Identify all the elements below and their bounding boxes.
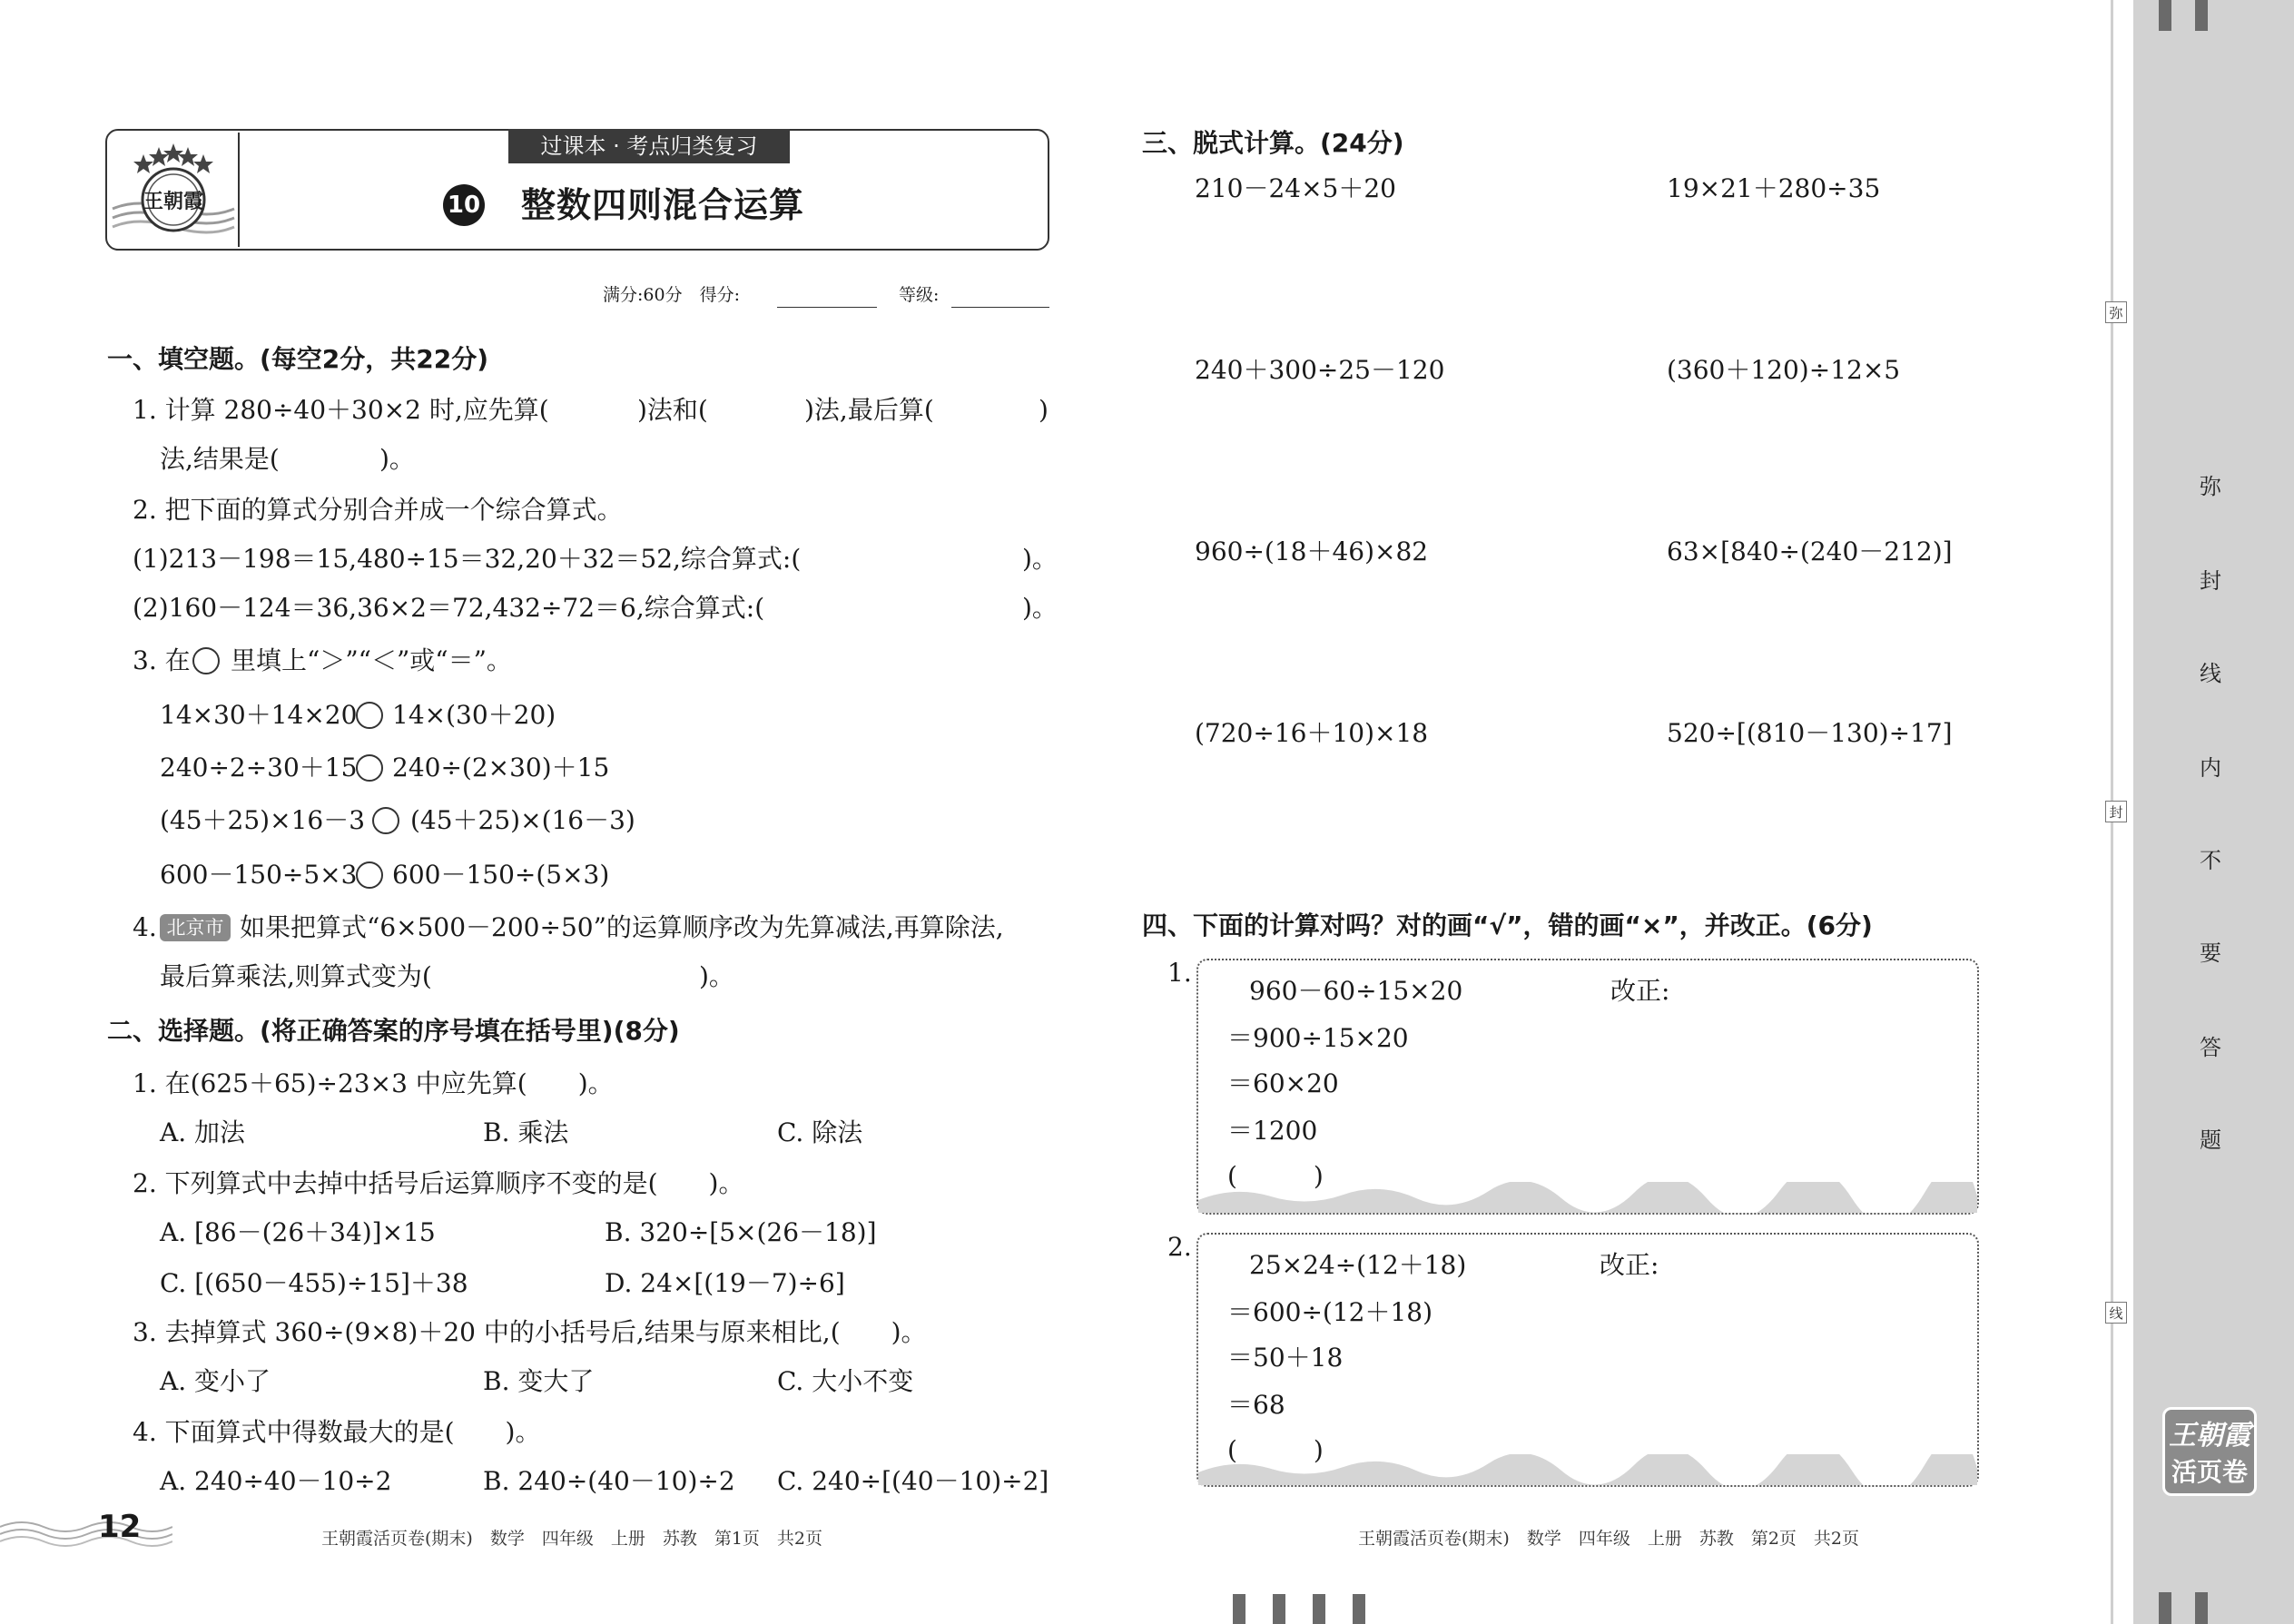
compare-left: (45＋25)×16－3 bbox=[160, 805, 366, 835]
s2-q2: 2. 下列算式中去掉中括号后运算顺序不变的是( )。 bbox=[133, 1168, 744, 1198]
compare-right: (45＋25)×(16－3) bbox=[410, 805, 635, 835]
binding-bar bbox=[1233, 1594, 1245, 1624]
s1-q4-line1: 如果把算式“6×500－200÷50”的运算顺序改为先算减法,再算除法, bbox=[240, 912, 1004, 942]
binding-bar bbox=[2195, 0, 2208, 31]
s2-q4-opt-a: A. 240÷40－10÷2 bbox=[160, 1466, 392, 1496]
title-tab-text: 过课本 · 考点归类复习 bbox=[540, 133, 758, 159]
s1-q1-line2-a: 法,结果是( bbox=[160, 444, 280, 474]
calc-expression: (360＋120)÷12×5 bbox=[1667, 355, 1901, 385]
brand-line-1: 王朝霞 bbox=[2169, 1420, 2250, 1452]
grade-label: 等级: bbox=[899, 285, 940, 305]
compare-right: 240÷(2×30)＋15 bbox=[392, 753, 610, 782]
s1-q2-title: 2. 把下面的算式分别合并成一个综合算式。 bbox=[133, 495, 623, 525]
check-step: ＝60×20 bbox=[1227, 1068, 1339, 1098]
judgement-parentheses[interactable]: ( ) bbox=[1227, 1435, 1324, 1465]
footer-right: 王朝霞活页卷(期末) 数学 四年级 上册 苏教 第2页 共2页 bbox=[1358, 1529, 1860, 1549]
s1-q1-part-b: )法和( bbox=[637, 395, 708, 425]
strip-char: 要 bbox=[2200, 940, 2221, 966]
binding-bar bbox=[2195, 1592, 2208, 1624]
compare-circle[interactable] bbox=[356, 861, 383, 889]
strip-char: 弥 bbox=[2200, 474, 2221, 499]
s2-q1-opt-a: A. 加法 bbox=[160, 1117, 246, 1147]
check-step: 25×24÷(12＋18) bbox=[1249, 1250, 1467, 1280]
check-step: ＝600÷(12＋18) bbox=[1227, 1297, 1433, 1327]
s1-q3-title-b: 里填上“＞”“＜”或“＝”。 bbox=[231, 645, 512, 675]
compare-left: 240÷2÷30＋15 bbox=[160, 753, 358, 782]
check-step: ＝68 bbox=[1227, 1390, 1285, 1420]
lesson-number: 10 bbox=[443, 184, 485, 226]
s1-q1-part-d: ) bbox=[1039, 395, 1049, 425]
s2-q2-opt-c: C. [(650－455)÷15]＋38 bbox=[160, 1268, 468, 1298]
calc-expression: 19×21＋280÷35 bbox=[1667, 173, 1881, 203]
s2-q2-opt-d: D. 24×[(19－7)÷6] bbox=[605, 1268, 845, 1298]
s2-q1: 1. 在(625＋65)÷23×3 中应先算( )。 bbox=[133, 1068, 614, 1098]
cut-mark: 线 bbox=[2105, 1302, 2127, 1324]
calc-expression: 960÷(18＋46)×82 bbox=[1195, 536, 1429, 566]
strip-char: 封 bbox=[2200, 568, 2221, 594]
s2-q2-opt-b: B. 320÷[5×(26－18)] bbox=[605, 1217, 877, 1247]
section3-title: 三、脱式计算。(24分) bbox=[1142, 128, 1404, 158]
calc-expression: 520÷[(810－130)÷17] bbox=[1667, 718, 1953, 748]
check-item-number: 1. bbox=[1167, 958, 1192, 988]
check-step: ＝1200 bbox=[1227, 1116, 1318, 1146]
brand-logo-icon bbox=[111, 134, 236, 245]
s2-q4-opt-b: B. 240÷(40－10)÷2 bbox=[483, 1466, 735, 1496]
compare-right: 14×(30＋20) bbox=[392, 700, 556, 730]
calc-expression: (720÷16＋10)×18 bbox=[1195, 718, 1429, 748]
s2-q3-opt-a: A. 变小了 bbox=[160, 1366, 271, 1396]
cut-mark: 弥 bbox=[2105, 301, 2127, 323]
s2-q1-opt-b: B. 乘法 bbox=[483, 1117, 569, 1147]
s1-q2-2-end: )。 bbox=[1022, 593, 1058, 623]
s2-q3-opt-b: B. 变大了 bbox=[483, 1366, 595, 1396]
binding-strip bbox=[2133, 0, 2294, 1624]
score-info: 满分:60分 得分: bbox=[603, 285, 740, 305]
s1-q4-line2-b: )。 bbox=[699, 961, 734, 991]
strip-char: 题 bbox=[2200, 1127, 2221, 1153]
s2-q4-opt-c: C. 240÷[(40－10)÷2] bbox=[777, 1466, 1049, 1496]
footer-left: 王朝霞活页卷(期末) 数学 四年级 上册 苏教 第1页 共2页 bbox=[321, 1529, 823, 1549]
binding-bar bbox=[2159, 0, 2171, 31]
compare-left: 600－150÷5×3 bbox=[160, 860, 358, 890]
score-blank[interactable] bbox=[777, 307, 877, 308]
compare-circle[interactable] bbox=[356, 702, 383, 729]
s1-q4-num: 4. bbox=[133, 912, 157, 942]
binding-bar bbox=[1353, 1594, 1365, 1624]
s1-q3-title-a: 3. 在 bbox=[133, 645, 191, 675]
check-step: ＝900÷15×20 bbox=[1227, 1023, 1409, 1053]
strip-char: 答 bbox=[2200, 1035, 2221, 1060]
s1-q4-line2-a: 最后算乘法,则算式变为( bbox=[160, 961, 432, 991]
s2-q1-opt-c: C. 除法 bbox=[777, 1117, 863, 1147]
strip-char: 不 bbox=[2200, 848, 2221, 873]
grade-blank[interactable] bbox=[951, 307, 1049, 308]
binding-bar bbox=[1273, 1594, 1285, 1624]
s1-q1-part-a: 1. 计算 280÷40＋30×2 时,应先算( bbox=[133, 395, 549, 425]
compare-circle-example bbox=[192, 647, 220, 674]
lesson-title: 整数四则混合运算 bbox=[521, 185, 805, 225]
cut-mark: 封 bbox=[2105, 801, 2127, 822]
section1-title: 一、填空题。(每空2分，共22分) bbox=[107, 344, 489, 374]
compare-right: 600－150÷(5×3) bbox=[392, 860, 610, 890]
region-tag: 北京市 bbox=[160, 914, 231, 941]
s2-q4: 4. 下面算式中得数最大的是( )。 bbox=[133, 1417, 541, 1447]
check-step: 960－60÷15×20 bbox=[1249, 976, 1463, 1006]
s1-q1-part-c: )法,最后算( bbox=[804, 395, 934, 425]
calc-expression: 210－24×5＋20 bbox=[1195, 173, 1396, 203]
strip-char: 线 bbox=[2200, 661, 2221, 686]
s1-q1-line2-b: )。 bbox=[379, 444, 415, 474]
compare-circle[interactable] bbox=[356, 754, 383, 782]
compare-left: 14×30＋14×20 bbox=[160, 700, 358, 730]
s2-q3-opt-c: C. 大小不变 bbox=[777, 1366, 914, 1396]
correction-label: 改正: bbox=[1610, 976, 1670, 1006]
strip-char: 内 bbox=[2200, 755, 2221, 781]
calc-expression: 240＋300÷25－120 bbox=[1195, 355, 1445, 385]
logo-text: 王朝霞 bbox=[143, 190, 204, 213]
binding-bar bbox=[1313, 1594, 1325, 1624]
s2-q3: 3. 去掉算式 360÷(9×8)＋20 中的小括号后,结果与原来相比,( )。 bbox=[133, 1317, 927, 1347]
page-number: 12 bbox=[98, 1509, 142, 1545]
wave-decoration-icon bbox=[0, 1518, 172, 1554]
s1-q2-1: (1)213－198＝15,480÷15＝32,20＋32＝52,综合算式:( bbox=[133, 544, 802, 574]
calc-expression: 63×[840÷(240－212)] bbox=[1667, 536, 1953, 566]
check-item-number: 2. bbox=[1167, 1232, 1192, 1262]
compare-circle[interactable] bbox=[372, 807, 399, 834]
logo-divider bbox=[238, 133, 240, 247]
check-step: ＝50＋18 bbox=[1227, 1343, 1344, 1373]
section4-title: 四、下面的计算对吗？对的画“√”，错的画“×”，并改正。(6分) bbox=[1142, 910, 1873, 940]
s1-q2-1-end: )。 bbox=[1022, 544, 1058, 574]
correction-label: 改正: bbox=[1600, 1250, 1659, 1280]
judgement-parentheses[interactable]: ( ) bbox=[1227, 1161, 1324, 1191]
s2-q2-opt-a: A. [86－(26＋34)]×15 bbox=[160, 1217, 436, 1247]
binding-bar bbox=[2159, 1592, 2171, 1624]
brand-line-2: 活页卷 bbox=[2171, 1457, 2248, 1487]
section2-title: 二、选择题。(将正确答案的序号填在括号里)(8分) bbox=[107, 1016, 680, 1046]
s1-q2-2: (2)160－124＝36,36×2＝72,432÷72＝6,综合算式:( bbox=[133, 593, 765, 623]
